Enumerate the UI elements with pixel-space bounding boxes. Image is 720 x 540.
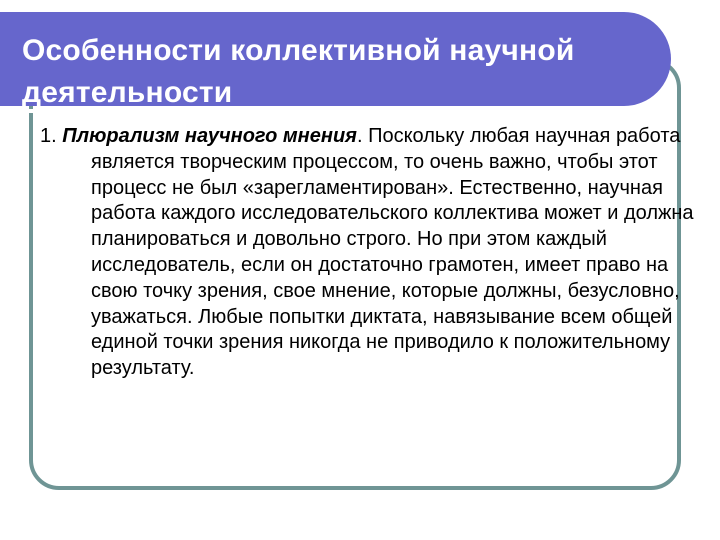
item-heading: Плюрализм научного мнения [62,125,357,147]
title-underline [0,109,640,113]
item-text: . Поскольку любая научная работа является творческим процессом, то очень важно, чтобы этот процесс не был «зарегламентирован». Естественно, научная работа каждого исследовательского коллектива может и должна планироваться и довольно строго. Но при этом каждый исследователь, если он достаточно грамотен, имеет право на свою точку зрения, свое мнение, которые должны, безусловно, уважаться. Любые попытки диктата, навязывание всем общей единой точки зрения никогда не приводило к положительному результату. [91,125,694,380]
title-banner [0,12,671,109]
slide-title: Особенности коллективной научной деятельности [22,34,575,109]
item-number: 1. [40,125,57,147]
body-paragraph [40,124,711,382]
